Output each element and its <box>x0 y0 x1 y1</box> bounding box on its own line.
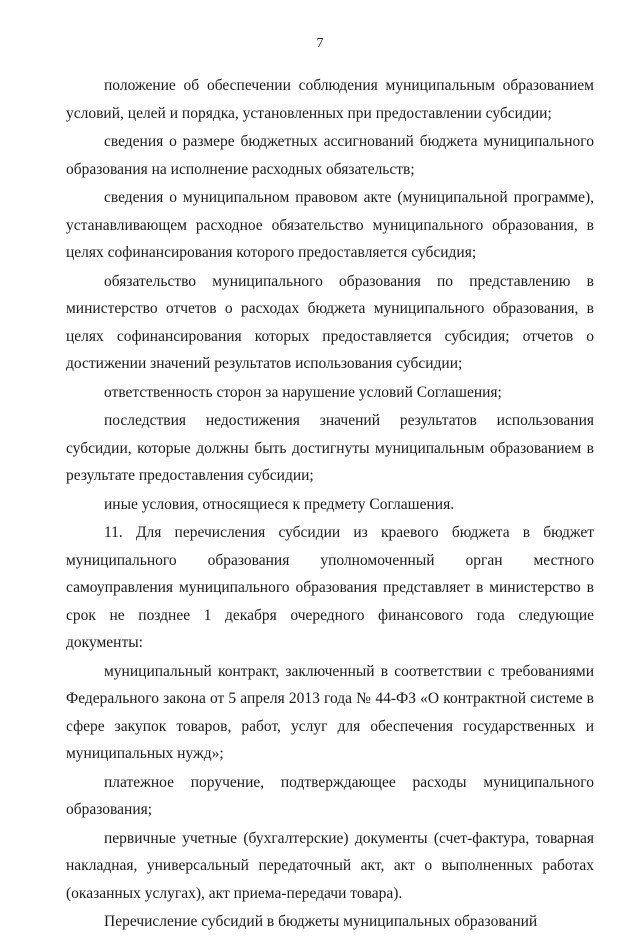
paragraph-compliance-provision: положение об обеспечении соблюдения муниципальным образованием условий, целей и порядка, установленных при предоставлении субсидии; <box>66 77 594 122</box>
paragraph-municipal-act: сведения о муниципальном правовом акте (муниципальной программе), устанавливающем расходное обязательство муниципального образования, в целях софинансирования которого предоставляется субсидия; <box>66 189 594 261</box>
paragraph-other-conditions: иные условия, относящиеся к предмету Соглашения. <box>104 495 455 513</box>
paragraph-section-11: 11. Для перечисления субсидии из краевого бюджета в бюджет муниципального образования уполномоченный орган местного самоуправления муниципального образования представляет в министерство в срок не позднее 1 декабря очередного финансового года следующие документы: <box>66 524 594 651</box>
paragraph-municipal-contract: муниципальный контракт, заключенный в соответствии с требованиями Федерального закона от 5 апреля 2013 года № 44-ФЗ «О контрактной системе в сфере закупок товаров, работ, услуг для обеспечения государственных и муниципальных нужд»; <box>66 662 594 762</box>
paragraph-reporting-obligation: обязательство муниципального образования по представлению в министерство отчетов о расходах бюджета муниципального образования, в целях софинансирования которых предоставляется субсидия; отчетов о достижении значений результатов использования субсидии; <box>66 272 594 372</box>
paragraph-responsibility: ответственность сторон за нарушение условий Соглашения; <box>104 383 502 401</box>
paragraph-transfer-of-subsidies: Перечисление субсидий в бюджеты муниципальных образований <box>104 913 538 930</box>
paragraph-accounting-documents: первичные учетные (бухгалтерские) документы (счет-фактура, товарная накладная, универсальный передаточный акт, акт о выполненных работах (оказанных услугах), акт приема-передачи товара). <box>66 829 594 902</box>
document-body <box>66 72 594 936</box>
paragraph-budget-allocations: сведения о размере бюджетных ассигнований бюджета муниципального образования на исполнение расходных обязательств; <box>66 133 594 178</box>
page-number: 7 <box>316 36 324 51</box>
paragraph-payment-order: платежное поручение, подтверждающее расходы муниципального образования; <box>66 773 594 818</box>
paragraph-consequences: последствия недостижения значений результатов использования субсидии, которые должны быть достигнуты муниципальным образованием в результате предоставления субсидии; <box>66 412 594 484</box>
